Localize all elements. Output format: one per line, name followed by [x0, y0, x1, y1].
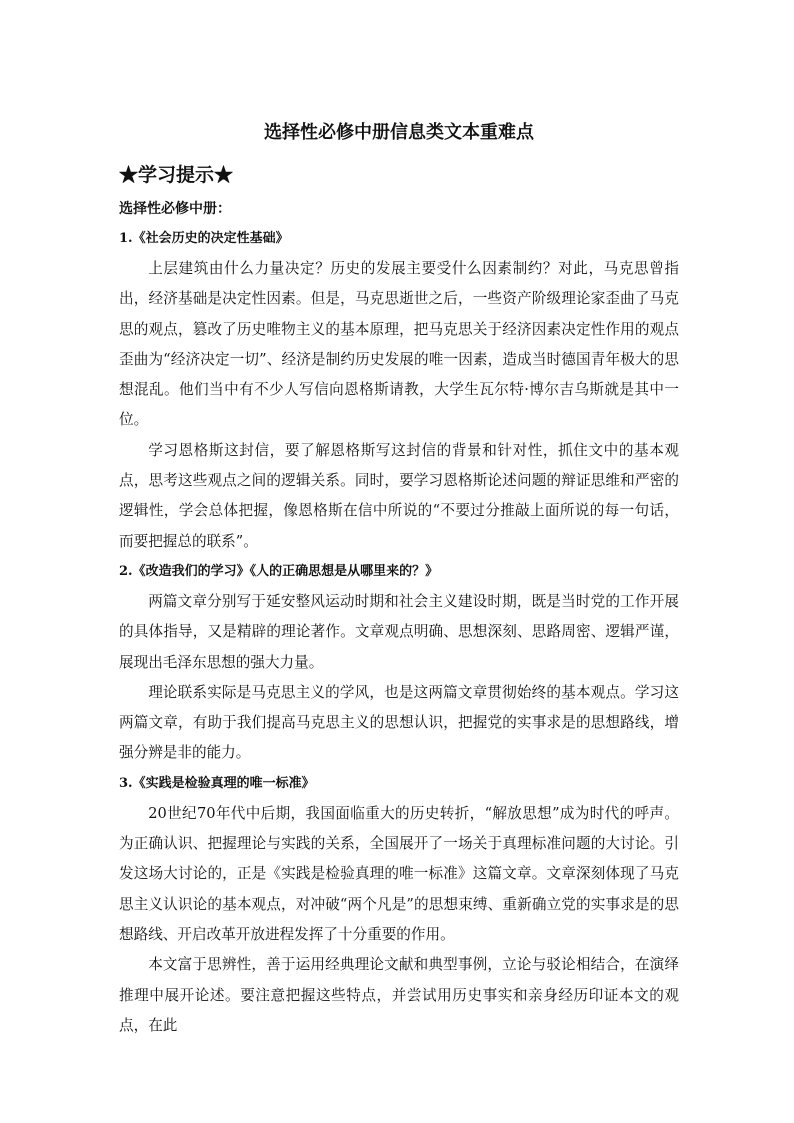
paragraph: 两篇文章分别写于延安整风运动时期和社会主义建设时期，既是当时党的工作开展的具体指导，又是精辟的理论著作。文章观点明确、思想深刻、思路周密、逻辑严谨，展现出毛泽东思想的强大力量。 [119, 592, 679, 671]
paragraph: 20世纪70年代中后期，我国面临重大的历史转折，“解放思想”成为时代的呼声。为正确认识、把握理论与实践的关系，全国展开了一场关于真理标准问题的大讨论。引发这场大讨论的，正是《实践是检验真理的唯一标准》这篇文章。文章深刻体现了马克思主义认识论的基本观点，对冲破“两个凡是”的思想束缚、重新确立党的实事求是的思想路线、开启改革开放进程发挥了十分重要的作用。 [119, 804, 679, 943]
item-heading: 2.《改造我们的学习》《人的正确思想是从哪里来的？》 [119, 563, 439, 579]
item-3 [119, 769, 679, 1041]
item-1 [119, 224, 679, 557]
volume-heading: 选择性必修中册： [119, 201, 231, 217]
item-heading: 1.《社会历史的决定性基础》 [119, 231, 289, 246]
paragraph: 学习恩格斯这封信，要了解恩格斯写这封信的背景和针对性，抓住文中的基本观点，思考这些观点之间的逻辑关系。同时，要学习恩格斯论述问题的辩证思维和严密的逻辑性，学会总体把握，像恩格斯在信中所说的“不要过分推敲上面所说的每一句话，而要把握总的联系”。 [119, 441, 679, 550]
document-title: 选择性必修中册信息类文本重难点 [264, 122, 534, 143]
item-heading: 3.《实践是检验真理的唯一标准》 [119, 775, 315, 791]
paragraph: 理论联系实际是马克思主义的学风，也是这两篇文章贯彻始终的基本观点。学习这两篇文章，有助于我们提高马克思主义的思想认识，把握党的实事求是的思想路线，增强分辨是非的能力。 [119, 683, 679, 762]
paragraph: 上层建筑由什么力量决定？历史的发展主要受什么因素制约？对此，马克思曾指出，经济基础是决定性因素。但是，马克思逝世之后，一些资产阶级理论家歪曲了马克思的观点，篡改了历史唯物主义的基本原理，把马克思关于经济因素决定性作用的观点歪曲为“经济决定一切”、经济是制约历史发展的唯一因素，造成当时德国青年极大的思想混乱。他们当中有不少人写信向恩格斯请教，大学生瓦尔特·博尔吉乌斯就是其中一位。 [119, 260, 679, 429]
paragraph: 本文富于思辨性，善于运用经典理论文献和典型事例，立论与驳论相结合，在演绎推理中展开论述。要注意把握这些特点，并尝试用历史事实和亲身经历印证本文的观点，在此 [119, 956, 679, 1034]
document-page [119, 118, 679, 1041]
item-2 [119, 557, 679, 769]
study-tips-heading: ★学习提示★ [119, 164, 234, 186]
